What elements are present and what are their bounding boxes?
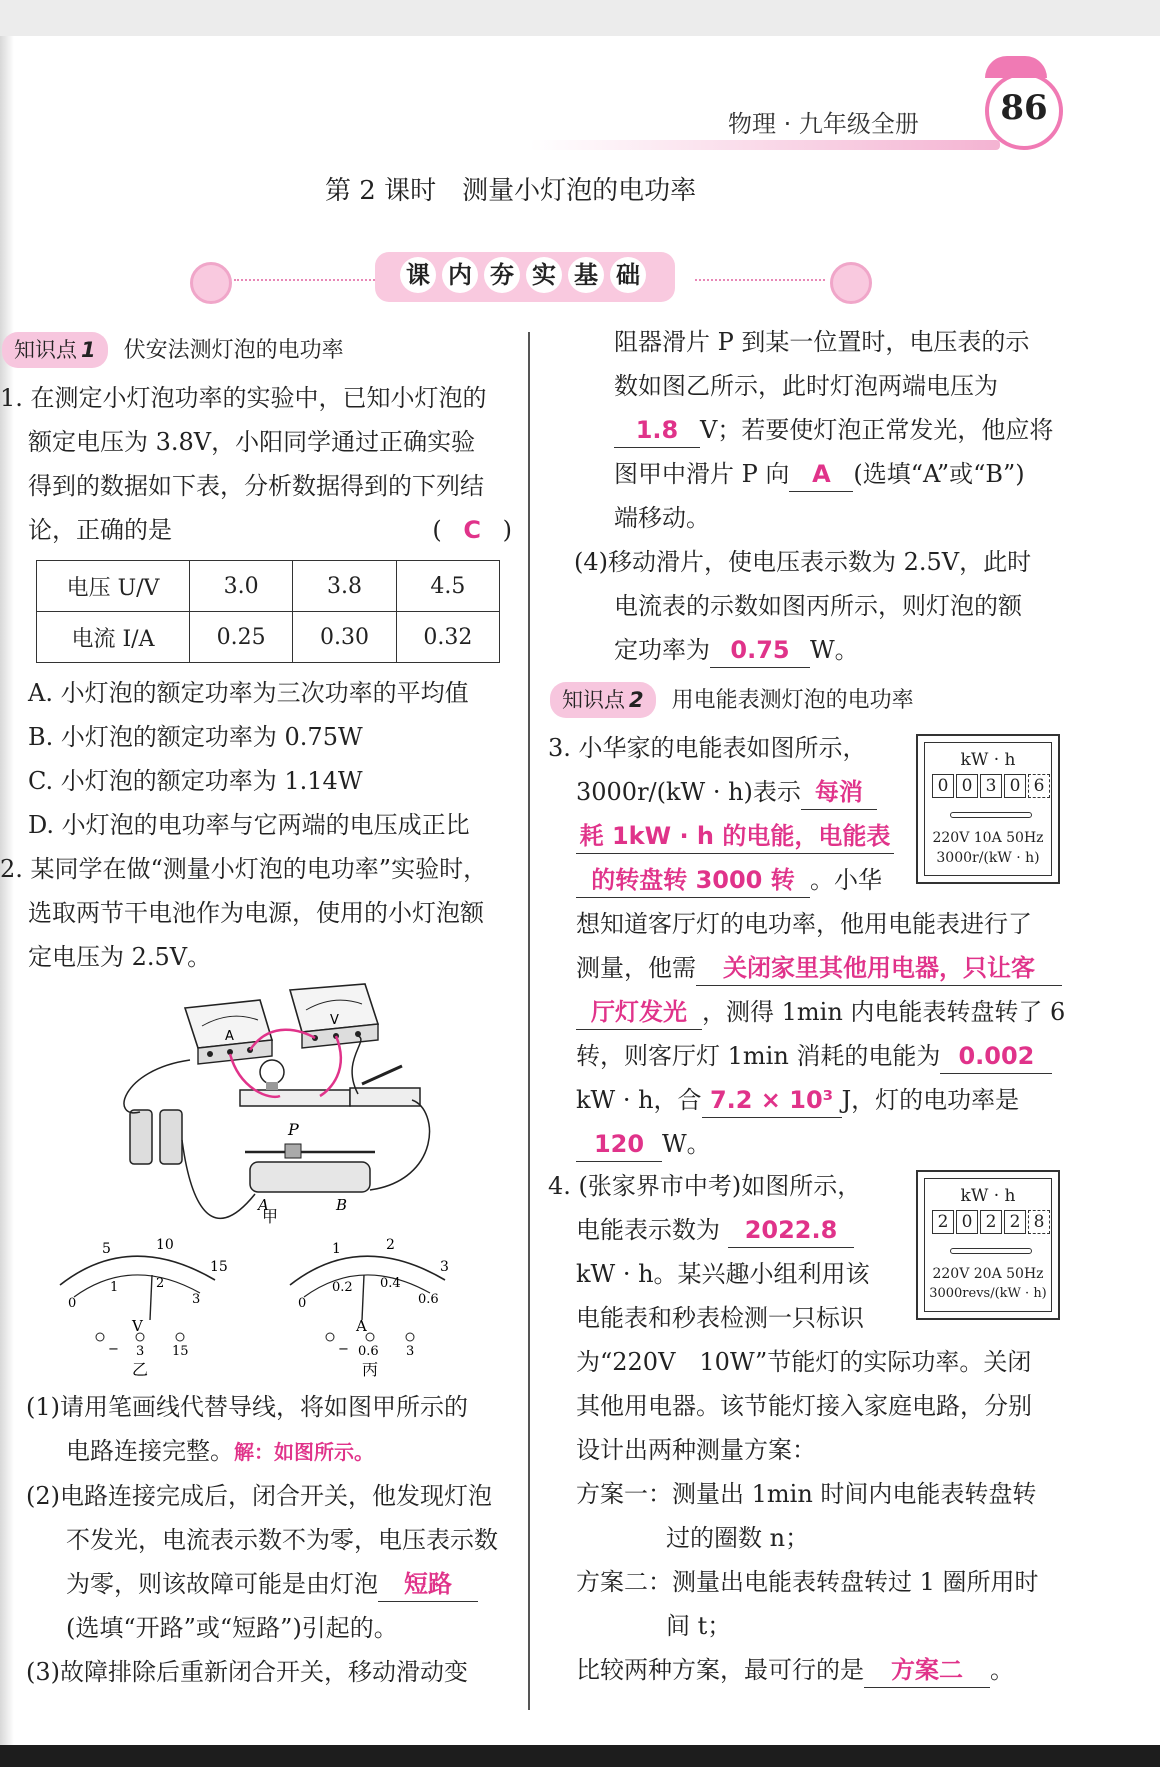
q1-paren-close: ) <box>502 516 512 544</box>
a-term: − <box>338 1342 349 1357</box>
answer-blank <box>728 1213 854 1248</box>
q2-s1-text2: 电路连接完整。 <box>66 1437 234 1465</box>
rheostat <box>245 1120 375 1214</box>
q2-s1-text: (1)请用笔画线代替导线，将如图甲所示的 <box>26 1393 468 1421</box>
q4-line: 4. (张家界市中考)如图所示， <box>548 1172 862 1200</box>
a-top-tick: 3 <box>440 1259 449 1275</box>
banner-right-icon <box>830 262 872 304</box>
kp1-heading <box>2 332 344 368</box>
answer-blank <box>576 1127 662 1162</box>
q2-subquestions <box>26 1385 498 1694</box>
q3-line <box>548 946 1065 990</box>
bottom-bar <box>0 1745 1160 1767</box>
q1-data-table <box>36 560 500 663</box>
answer-blank <box>801 775 877 810</box>
a-term: 0.6 <box>358 1344 379 1359</box>
q4-ans1: 2022.8 <box>744 1216 838 1244</box>
figure-label-bing: 丙 <box>362 1360 379 1379</box>
q2-s4-line: 电流表的示数如图丙所示，则灯泡的额 <box>614 592 1022 620</box>
meter-spec1: 220V 20A 50Hz <box>932 1266 1044 1282</box>
option-c: C. 小灯泡的额定功率为 1.14W <box>28 767 363 795</box>
kp1-label: 知识点 <box>14 338 77 362</box>
v-top-tick: 10 <box>156 1237 174 1253</box>
q2-s1-answer: 解：如图所示。 <box>234 1440 374 1464</box>
q2-s4 <box>574 540 1031 672</box>
q2-s3-l5a: 图甲中滑片 P 向 <box>614 460 790 488</box>
table-row <box>37 561 500 612</box>
q2-s2-line: 不发光，电流表示数不为零，电压表示数 <box>66 1526 498 1554</box>
answer-blank <box>940 1039 1052 1074</box>
q1-line: 得到的数据如下表，分析数据得到的下列结 <box>28 472 484 500</box>
header-underline <box>530 140 1000 150</box>
q2-s2-line: (选填“开路”或“短路”)引起的。 <box>66 1614 398 1642</box>
option-a: A. 小灯泡的额定功率为三次功率的平均值 <box>28 679 469 707</box>
q2-s4-line: (4)移动滑片，使电压表示数为 2.5V，此时 <box>574 548 1032 576</box>
wire <box>124 1060 190 1113</box>
a-term: 3 <box>406 1344 415 1359</box>
meter-spec2: 3000r/(kW · h) <box>936 850 1040 866</box>
q1-answer-bracket <box>432 508 512 552</box>
q2-line: 定电压为 2.5V。 <box>28 943 212 971</box>
q1 <box>0 376 512 552</box>
kp2-label: 知识点 <box>562 688 625 712</box>
v-symbol: V <box>132 1317 143 1335</box>
table-cell: 4.5 <box>396 561 499 612</box>
book-title: 物理 · 九年级全册 <box>728 110 919 138</box>
q3-ans1a: 每消 <box>814 778 863 806</box>
a-bottom-tick: 0.2 <box>332 1280 353 1295</box>
q2-s3-line: 端移动。 <box>614 504 710 532</box>
a-top-tick: 1 <box>332 1241 341 1257</box>
q3-l5: 测量，他需 <box>576 954 696 982</box>
switch <box>350 1066 420 1106</box>
q4-l2: 电能表示数为 <box>576 1216 720 1244</box>
answer-blank <box>614 413 700 448</box>
q2-s4-unit: W。 <box>810 636 859 664</box>
q2-s1-line <box>26 1429 498 1474</box>
q2-s2-line: (2)电路连接完成后，闭合开关，他发现灯泡 <box>26 1482 492 1510</box>
meter-spec2: 3000revs/(kW · h) <box>929 1286 1047 1301</box>
meter-digit: 2 <box>932 1210 954 1234</box>
q2-s3-line: 数如图乙所示，此时灯泡两端电压为 <box>614 372 998 400</box>
v-bottom-tick: 2 <box>156 1276 165 1291</box>
q3-line: 想知道客厅灯的电功率，他用电能表进行了 <box>576 910 1032 938</box>
banner-left-dots <box>234 279 394 281</box>
q3-line <box>548 1122 1065 1166</box>
q3-l9: W。 <box>662 1130 711 1158</box>
table-cell: 3.0 <box>190 561 293 612</box>
electricity-meter-2 <box>916 1170 1060 1320</box>
q3-line <box>548 990 1065 1034</box>
answer-blank <box>378 1567 478 1602</box>
q4-line <box>548 1648 1039 1692</box>
q4-line: 电能表和秒表检测一只标识 <box>576 1304 864 1332</box>
q2-s3-ans1: 1.8 <box>635 416 679 444</box>
wire <box>352 1036 361 1094</box>
q4-plan1: 方案一：测量出 1min 时间内电能表转盘转 <box>576 1480 1037 1508</box>
ammeter-dial <box>290 1237 449 1379</box>
kp1-tag <box>2 332 108 368</box>
rheostat-p: P <box>288 1120 299 1139</box>
q2-s3-line <box>614 452 1053 496</box>
voltmeter-letter: V <box>330 1013 339 1028</box>
q4-line: kW · h。某兴趣小组利用该 <box>576 1260 870 1288</box>
wire <box>182 1140 255 1218</box>
meter-digits <box>932 774 1052 798</box>
q3-l8a: kW · h，合 <box>576 1086 702 1114</box>
lesson-title: 第 2 课时 测量小灯泡的电功率 <box>325 176 697 206</box>
rheostat-a: A <box>258 1196 269 1214</box>
banner-char: 夯 <box>484 257 520 293</box>
banner <box>190 252 870 302</box>
q3-line <box>548 1078 1065 1122</box>
q4-line: 设计出两种测量方案： <box>576 1436 816 1464</box>
q2-s2-line <box>26 1562 498 1606</box>
answer-blank <box>696 951 1062 986</box>
banner-chars <box>400 257 646 293</box>
q2-s1-line <box>26 1385 498 1429</box>
q3-l8b: J，灯的电功率是 <box>841 1086 1020 1114</box>
q3-ans3: 0.002 <box>958 1042 1035 1070</box>
banner-char: 实 <box>526 257 562 293</box>
meter-digit: 0 <box>932 774 954 798</box>
q3-l6b: ，测得 1min 内电能表转盘转了 6 <box>702 998 1066 1026</box>
banner-right-dots <box>695 279 825 281</box>
answer-blank <box>576 819 894 854</box>
q4-line: 其他用电器。该节能灯接入家庭电路，分别 <box>576 1392 1032 1420</box>
v-top-tick: 15 <box>210 1259 228 1275</box>
q1-last-line-text: 论，正确的是 <box>28 516 172 544</box>
meter-digit: 2 <box>980 1210 1002 1234</box>
q1-options <box>28 671 470 847</box>
a-top-tick: 2 <box>386 1237 395 1253</box>
q2-s3-line <box>614 408 1053 452</box>
meter-spec1: 220V 10A 50Hz <box>932 830 1044 846</box>
q4-line: 为“220V 10W”节能灯的实际功率。关闭 <box>576 1348 1032 1376</box>
meter-disc <box>950 812 1032 818</box>
meter-digit: 3 <box>980 774 1002 798</box>
v-term: 15 <box>172 1344 189 1359</box>
ammeter <box>185 1000 272 1064</box>
kp2-num: 2 <box>629 688 644 712</box>
meter-digit: 0 <box>956 1210 978 1234</box>
meter-digit: 8 <box>1028 1210 1050 1234</box>
column-divider <box>528 332 530 1710</box>
answer-blank <box>789 457 853 492</box>
kp1-title: 伏安法测灯泡的电功率 <box>123 338 344 363</box>
option-b: B. 小灯泡的额定功率为 0.75W <box>28 723 363 751</box>
q3-ans2b: 厅灯发光 <box>591 998 687 1026</box>
table-cell: 0.32 <box>396 612 499 663</box>
v-bottom-tick: 0 <box>68 1296 77 1311</box>
top-bar <box>0 0 1160 36</box>
q3-l7: 转，则客厅灯 1min 消耗的电能为 <box>576 1042 941 1070</box>
answer-blank <box>576 863 810 898</box>
banner-left-icon <box>190 262 232 304</box>
banner-char: 础 <box>610 257 646 293</box>
option-d: D. 小灯泡的电功率与它两端的电压成正比 <box>28 811 470 839</box>
figure-label-yi: 乙 <box>132 1360 149 1379</box>
banner-char: 课 <box>400 257 436 293</box>
meter-digit: 6 <box>1028 774 1050 798</box>
q2-line: 2. 某同学在做“测量小灯泡的电功率”实验时， <box>0 855 488 883</box>
q3-ans2a: 关闭家里其他用电器，只让客 <box>723 954 1035 982</box>
q3-ans5: 120 <box>593 1130 645 1158</box>
q2-s3-ans2: A <box>812 460 831 488</box>
figure-label-jia: 甲 <box>262 1207 279 1226</box>
q3-line: 3. 小华家的电能表如图所示， <box>548 734 867 762</box>
q2-s4-line <box>574 628 1031 672</box>
meter-digits <box>932 1210 1052 1234</box>
rheostat-b: B <box>336 1196 348 1214</box>
q2-line: 选取两节干电池作为电源，使用的小灯泡额 <box>28 899 484 927</box>
q1-answer: C <box>463 516 481 544</box>
table-cell: 0.25 <box>190 612 293 663</box>
q1-line: 额定电压为 3.8V，小阳同学通过正确实验 <box>28 428 476 456</box>
q4-l8: 比较两种方案，最可行的是 <box>576 1656 864 1684</box>
meter-digit: 0 <box>956 774 978 798</box>
q4-ans2: 方案二 <box>891 1656 963 1684</box>
v-bottom-tick: 1 <box>110 1280 119 1295</box>
q2-s4-answer: 0.75 <box>730 636 790 664</box>
meter-digit: 0 <box>1004 774 1026 798</box>
page-number: 86 <box>1000 88 1048 128</box>
a-bottom-tick: 0.4 <box>380 1276 401 1291</box>
answer-blank <box>864 1653 990 1688</box>
table-cell: 电流 I/A <box>37 612 190 663</box>
v-top-tick: 5 <box>102 1241 111 1257</box>
table-cell: 电压 U/V <box>37 561 190 612</box>
meter-unit: kW · h <box>960 1186 1016 1206</box>
banner-char: 内 <box>442 257 478 293</box>
q3-line <box>548 1034 1065 1078</box>
table-cell: 0.30 <box>293 612 396 663</box>
voltmeter <box>290 984 378 1048</box>
q3-l2: 3000r/(kW · h)表示 <box>576 778 801 806</box>
q2-s3-line: 阻器滑片 P 到某一位置时，电压表的示 <box>614 328 1030 356</box>
circuit-figure <box>40 980 520 1380</box>
a-symbol: A <box>356 1317 367 1335</box>
table-cell: 3.8 <box>293 561 396 612</box>
q2-s2-answer: 短路 <box>404 1570 452 1598</box>
banner-char: 基 <box>568 257 604 293</box>
q2 <box>0 847 487 979</box>
electricity-meter-1 <box>916 734 1060 884</box>
answer-blank <box>710 633 810 668</box>
kp2-title: 用电能表测灯泡的电功率 <box>671 688 914 713</box>
v-term: 3 <box>136 1344 145 1359</box>
q4-l8end: 。 <box>990 1656 1014 1684</box>
meter-unit: kW · h <box>960 750 1016 770</box>
q1-last-line <box>0 508 512 552</box>
q2-s4-l3: 定功率为 <box>614 636 710 664</box>
v-term: − <box>108 1342 119 1357</box>
page-number-ribbon <box>985 56 1047 78</box>
v-bottom-tick: 3 <box>192 1292 201 1307</box>
q1-paren-open: ( <box>432 516 442 544</box>
q4-plan2: 方案二：测量出电能表转盘转过 1 圈所用时 <box>576 1568 1039 1596</box>
wire <box>370 1100 429 1190</box>
answer-blank <box>702 1083 842 1118</box>
q2-s3-continued <box>614 320 1053 540</box>
kp1-num: 1 <box>81 338 96 362</box>
a-bottom-tick: 0.6 <box>418 1292 439 1307</box>
q3-ans4: 7.2 × 10³ <box>709 1086 834 1114</box>
kp2-tag <box>550 682 656 718</box>
meter-disc <box>950 1248 1032 1254</box>
q3-l3b: 。小华 <box>810 866 882 894</box>
batteries <box>130 1110 182 1164</box>
meter-digit: 2 <box>1004 1210 1026 1234</box>
ammeter-letter: A <box>225 1029 234 1044</box>
q4-plan1-cont: 过的圈数 n； <box>666 1524 810 1552</box>
q3-ans1b: 耗 1kW · h 的电能，电能表 <box>579 822 891 850</box>
table-row <box>37 612 500 663</box>
q2-s2-l3: 为零，则该故障可能是由灯泡 <box>66 1570 378 1598</box>
q1-line: 1. 在测定小灯泡功率的实验中，已知小灯泡的 <box>0 384 487 412</box>
q2-s3-l4: V；若要使灯泡正常发光，他应将 <box>700 416 1054 444</box>
a-bottom-tick: 0 <box>298 1296 307 1311</box>
voltmeter-dial <box>60 1237 228 1379</box>
q2-s3-line: (3)故障排除后重新闭合开关，移动滑动变 <box>26 1658 468 1686</box>
q2-s3-l5b: (选填“A”或“B”) <box>853 460 1025 488</box>
answer-blank <box>576 995 702 1030</box>
kp2-heading <box>550 682 914 718</box>
q3-ans1c: 的转盘转 3000 转 <box>591 866 795 894</box>
q4-plan2-cont: 间 t； <box>666 1612 732 1640</box>
